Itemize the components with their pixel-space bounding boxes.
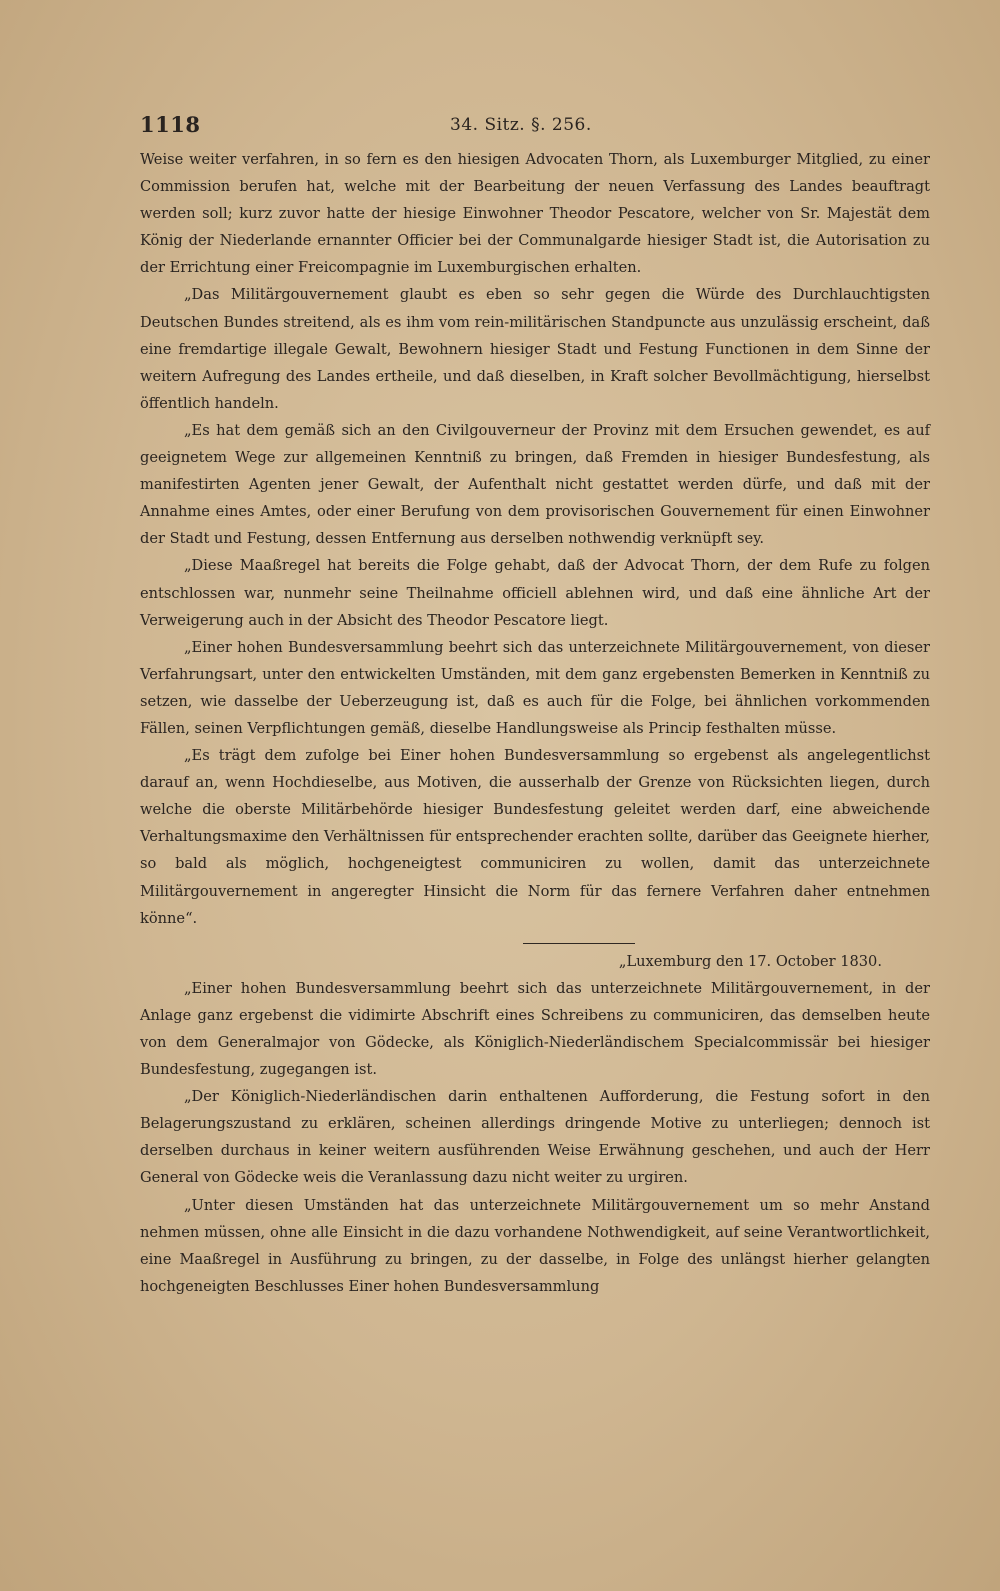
page-header [140, 112, 930, 142]
body-text [140, 146, 930, 1300]
section-divider [523, 943, 635, 944]
page-number: 1118 [140, 112, 201, 137]
paragraph: „Einer hohen Bundesversammlung beehrt sich das unterzeichnete Militärgouvernement, in der Anlage ganz ergebenst die vidimirte Abschrift eines Schreibens zu communiciren, das demselben heute von dem Generalmajor von Gödecke, als Königlich-Niederländischem Specialcommissär bei hiesiger Bundesfestung, zugegangen ist. [140, 979, 930, 1079]
paragraph: „Einer hohen Bundesversammlung beehrt sich das unterzeichnete Militärgouvernement, von dieser Verfahrungsart, unter den entwickelten Umständen, mit dem ganz ergebensten Bemerken in Kenntniß zu setzen, wie dasselbe der Ueberzeugung ist, daß es auch für die Folge, bei ähnlichen vorkommenden Fällen, seinen Verpflichtungen gemäß, dieselbe Handlungsweise als Princip festhalten müsse. [140, 638, 930, 737]
paragraph: „Der Königlich-Niederländischen darin enthaltenen Aufforderung, die Festung sofort in den Belagerungszustand zu erklären, scheinen allerdings dringende Motive zu unterliegen; dennoch ist derselben durchaus in keiner weitern ausführenden Weise Erwähnung geschehen, und auch der Herr General von Gödecke weis die Veranlassung dazu nicht weiter zu urgiren. [140, 1088, 930, 1187]
paragraph: „Es hat dem gemäß sich an den Civilgouverneur der Provinz mit dem Ersuchen gewendet, es auf geeignetem Wege zur allgemeinen Kenntniß zu bringen, daß Fremden in hiesiger Bundesfestung, als manifestirten Agenten jener Gewalt, der Aufenthalt nicht gestattet werden dürfe, und daß mit der Annahme eines Amtes, oder einer Berufung von dem provisorischen Gouvernement für einen Einwohner der Stadt und Festung, dessen Entfernung aus derselben nothwendig verknüpft sey. [140, 421, 930, 548]
paragraph: „Unter diesen Umständen hat das unterzeichnete Militärgouvernement um so mehr Anstand nehmen müssen, ohne alle Einsicht in die dazu vorhandene Nothwendigkeit, auf seine Verantwortlichkeit, eine Maaßregel in Ausführung zu bringen, zu der dasselbe, in Folge des unlängst hierher gelangten hochgeneigten Beschlusses Einer hohen Bundesversammlung [140, 1196, 930, 1295]
paragraph: „Das Militärgouvernement glaubt es eben so sehr gegen die Würde des Durchlauchtigsten Deutschen Bundes streitend, als es ihm vom rein-militärischen Standpuncte aus unzulässig erscheint, daß eine fremdartige illegale Gewalt, Bewohnern hiesiger Stadt und Festung Functionen in dem Sinne der weitern Aufregung des Landes ertheile, und daß dieselben, in Kraft solcher Bevollmächtigung, hierselbst öffentlich handeln. [140, 286, 930, 412]
paragraph-continued: Weise weiter verfahren, in so fern es den hiesigen Advocaten Thorn, als Luxemburger Mitglied, zu einer Commission berufen hat, welche mit der Bearbeitung der neuen Verfassung des Landes beauftragt werden soll; kurz zuvor hatte der hiesige Einwohner Theodor Pescatore, welcher von Sr. Majestät dem König der Niederlande ernannter Officier bei der Communalgarde hiesiger Stadt ist, die Autorisation zu der Errichtung einer Freicompagnie im Luxemburgischen erhalten. [140, 151, 930, 277]
paragraph: „Es trägt dem zufolge bei Einer hohen Bundesversammlung so ergebenst als angelegentlichst darauf an, wenn Hochdieselbe, aus Motiven, die ausserhalb der Grenze von Rücksichten liegen, durch welche die oberste Militärbehörde hiesiger Bundesfestung geleitet werden darf, eine abweichende Verhaltungsmaxime den Verhältnissen für entsprechender erachten sollte, darüber das Geeignete hierher, so bald als möglich, hochgeneigtest communiciren zu wollen, damit das unterzeichnete Militärgouvernement in angeregter Hinsicht die Norm für das fernere Verfahren daher entnehmen könne“. [140, 747, 930, 927]
running-head: 34. Sitz. §. 256. [450, 115, 592, 135]
dateline: „Luxemburg den 17. October 1830. [618, 952, 882, 970]
paragraph: „Diese Maaßregel hat bereits die Folge gehabt, daß der Advocat Thorn, der dem Rufe zu folgen entschlossen war, nunmehr seine Theilnahme officiell ablehnen wird, und daß eine ähnliche Art der Verweigerung auch in der Absicht des Theodor Pescatore liegt. [140, 557, 930, 629]
